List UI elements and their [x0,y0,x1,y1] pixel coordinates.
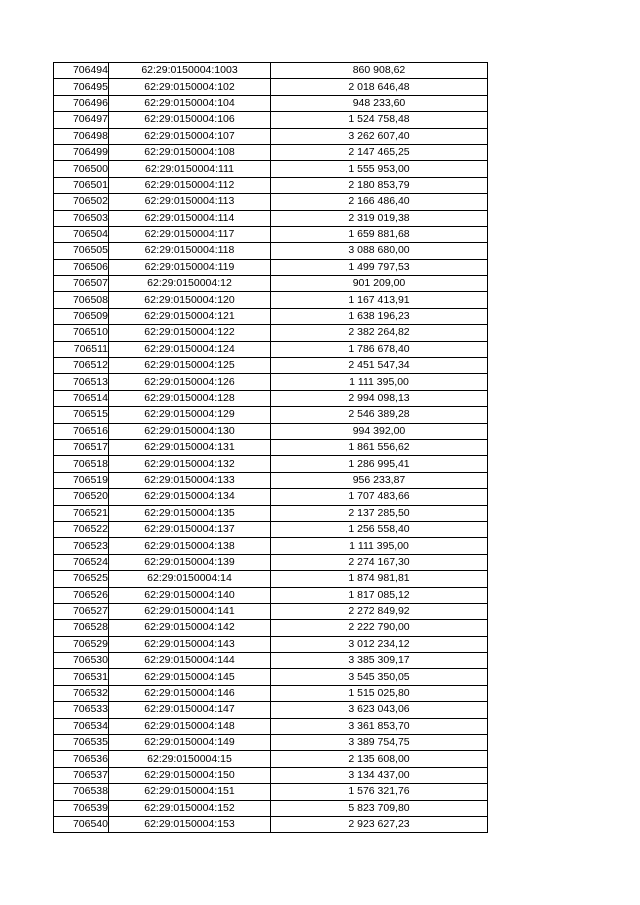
row-id-cell: 706496 [54,95,109,111]
cadastral-number-cell: 62:29:0150004:124 [109,341,271,357]
row-id-cell: 706515 [54,407,109,423]
cadastral-value-cell: 1 499 797,53 [271,259,488,275]
table-row [54,259,488,275]
cadastral-number-cell: 62:29:0150004:150 [109,767,271,783]
cadastral-number-cell: 62:29:0150004:107 [109,128,271,144]
table-row [54,636,488,652]
cadastral-value-cell: 1 515 025,80 [271,685,488,701]
cadastral-number-cell: 62:29:0150004:141 [109,603,271,619]
cadastral-value-cell: 948 233,60 [271,95,488,111]
cadastral-value-cell: 2 923 627,23 [271,816,488,832]
cadastral-number-cell: 62:29:0150004:108 [109,144,271,160]
cadastral-value-cell: 3 012 234,12 [271,636,488,652]
cadastral-number-cell: 62:29:0150004:106 [109,112,271,128]
cadastral-value-cell: 1 576 321,76 [271,784,488,800]
table-row [54,718,488,734]
cadastral-value-cell: 1 707 483,66 [271,489,488,505]
table-row [54,194,488,210]
row-id-cell: 706540 [54,816,109,832]
cadastral-number-cell: 62:29:0150004:128 [109,390,271,406]
cadastral-value-cell: 2 274 167,30 [271,554,488,570]
table-row [54,144,488,160]
cadastral-value-cell: 2 994 098,13 [271,390,488,406]
cadastral-number-cell: 62:29:0150004:132 [109,456,271,472]
cadastral-number-cell: 62:29:0150004:140 [109,587,271,603]
table-row [54,243,488,259]
row-id-cell: 706521 [54,505,109,521]
table-row [54,161,488,177]
cadastral-value-cell: 994 392,00 [271,423,488,439]
row-id-cell: 706506 [54,259,109,275]
table-row [54,784,488,800]
table-row [54,95,488,111]
cadastral-number-cell: 62:29:0150004:149 [109,735,271,751]
row-id-cell: 706524 [54,554,109,570]
cadastral-value-cell: 1 786 678,40 [271,341,488,357]
row-id-cell: 706507 [54,276,109,292]
row-id-cell: 706522 [54,521,109,537]
cadastral-number-cell: 62:29:0150004:120 [109,292,271,308]
row-id-cell: 706498 [54,128,109,144]
row-id-cell: 706500 [54,161,109,177]
row-id-cell: 706520 [54,489,109,505]
row-id-cell: 706514 [54,390,109,406]
row-id-cell: 706503 [54,210,109,226]
table-row [54,177,488,193]
table-row [54,341,488,357]
table-row [54,390,488,406]
cadastral-value-cell: 2 222 790,00 [271,620,488,636]
cadastral-number-cell: 62:29:0150004:15 [109,751,271,767]
cadastral-number-cell: 62:29:0150004:152 [109,800,271,816]
cadastral-value-cell: 1 659 881,68 [271,226,488,242]
cadastral-value-cell: 1 167 413,91 [271,292,488,308]
cadastral-number-cell: 62:29:0150004:112 [109,177,271,193]
cadastral-value-cell: 3 385 309,17 [271,653,488,669]
cadastral-number-cell: 62:29:0150004:134 [109,489,271,505]
row-id-cell: 706530 [54,653,109,669]
cadastral-value-cell: 860 908,62 [271,63,488,79]
cadastral-number-cell: 62:29:0150004:146 [109,685,271,701]
table-row [54,653,488,669]
table-row [54,587,488,603]
row-id-cell: 706528 [54,620,109,636]
table-row [54,456,488,472]
table-row [54,505,488,521]
table-row [54,685,488,701]
row-id-cell: 706513 [54,374,109,390]
row-id-cell: 706525 [54,571,109,587]
cadastral-value-cell: 1 555 953,00 [271,161,488,177]
cadastral-value-cell: 2 147 465,25 [271,144,488,160]
table-row [54,767,488,783]
cadastral-number-cell: 62:29:0150004:12 [109,276,271,292]
table-row [54,571,488,587]
cadastral-value-cell: 1 524 758,48 [271,112,488,128]
row-id-cell: 706497 [54,112,109,128]
table-row [54,423,488,439]
table-row [54,816,488,832]
row-id-cell: 706534 [54,718,109,734]
cadastral-value-table [53,62,488,833]
cadastral-value-cell: 1 817 085,12 [271,587,488,603]
table-row [54,472,488,488]
cadastral-value-cell: 1 874 981,81 [271,571,488,587]
cadastral-number-cell: 62:29:0150004:138 [109,538,271,554]
row-id-cell: 706505 [54,243,109,259]
cadastral-value-cell: 3 088 680,00 [271,243,488,259]
row-id-cell: 706518 [54,456,109,472]
row-id-cell: 706502 [54,194,109,210]
row-id-cell: 706536 [54,751,109,767]
row-id-cell: 706512 [54,358,109,374]
cadastral-value-cell: 3 623 043,06 [271,702,488,718]
row-id-cell: 706533 [54,702,109,718]
row-id-cell: 706495 [54,79,109,95]
row-id-cell: 706539 [54,800,109,816]
table-body [54,63,488,833]
table-row [54,669,488,685]
cadastral-value-cell: 5 823 709,80 [271,800,488,816]
cadastral-number-cell: 62:29:0150004:125 [109,358,271,374]
cadastral-number-cell: 62:29:0150004:145 [109,669,271,685]
row-id-cell: 706519 [54,472,109,488]
cadastral-number-cell: 62:29:0150004:142 [109,620,271,636]
cadastral-number-cell: 62:29:0150004:131 [109,439,271,455]
row-id-cell: 706516 [54,423,109,439]
row-id-cell: 706537 [54,767,109,783]
cadastral-number-cell: 62:29:0150004:117 [109,226,271,242]
row-id-cell: 706531 [54,669,109,685]
cadastral-number-cell: 62:29:0150004:1003 [109,63,271,79]
row-id-cell: 706529 [54,636,109,652]
cadastral-number-cell: 62:29:0150004:102 [109,79,271,95]
table-row [54,603,488,619]
row-id-cell: 706538 [54,784,109,800]
cadastral-number-cell: 62:29:0150004:104 [109,95,271,111]
table-row [54,702,488,718]
cadastral-value-cell: 1 111 395,00 [271,538,488,554]
cadastral-value-cell: 1 286 995,41 [271,456,488,472]
table-row [54,735,488,751]
table-row [54,374,488,390]
cadastral-value-cell: 1 111 395,00 [271,374,488,390]
cadastral-value-cell: 2 451 547,34 [271,358,488,374]
row-id-cell: 706504 [54,226,109,242]
cadastral-number-cell: 62:29:0150004:148 [109,718,271,734]
cadastral-number-cell: 62:29:0150004:122 [109,325,271,341]
table-row [54,439,488,455]
table-row [54,554,488,570]
cadastral-number-cell: 62:29:0150004:119 [109,259,271,275]
cadastral-number-cell: 62:29:0150004:126 [109,374,271,390]
table-row [54,112,488,128]
cadastral-value-cell: 3 545 350,05 [271,669,488,685]
row-id-cell: 706509 [54,308,109,324]
cadastral-number-cell: 62:29:0150004:144 [109,653,271,669]
cadastral-value-cell: 2 135 608,00 [271,751,488,767]
cadastral-number-cell: 62:29:0150004:113 [109,194,271,210]
row-id-cell: 706523 [54,538,109,554]
cadastral-value-cell: 1 256 558,40 [271,521,488,537]
table-row [54,800,488,816]
table-row [54,407,488,423]
table-row [54,63,488,79]
cadastral-value-cell: 1 861 556,62 [271,439,488,455]
cadastral-value-cell: 2 018 646,48 [271,79,488,95]
cadastral-number-cell: 62:29:0150004:147 [109,702,271,718]
row-id-cell: 706532 [54,685,109,701]
table-row [54,292,488,308]
table-row [54,276,488,292]
table-row [54,358,488,374]
table-row [54,521,488,537]
cadastral-value-cell: 2 166 486,40 [271,194,488,210]
cadastral-value-cell: 2 319 019,38 [271,210,488,226]
row-id-cell: 706517 [54,439,109,455]
cadastral-value-cell: 3 389 754,75 [271,735,488,751]
cadastral-value-cell: 901 209,00 [271,276,488,292]
row-id-cell: 706501 [54,177,109,193]
cadastral-value-cell: 956 233,87 [271,472,488,488]
cadastral-number-cell: 62:29:0150004:121 [109,308,271,324]
cadastral-number-cell: 62:29:0150004:14 [109,571,271,587]
cadastral-number-cell: 62:29:0150004:130 [109,423,271,439]
cadastral-value-cell: 1 638 196,23 [271,308,488,324]
cadastral-number-cell: 62:29:0150004:133 [109,472,271,488]
cadastral-number-cell: 62:29:0150004:111 [109,161,271,177]
cadastral-number-cell: 62:29:0150004:153 [109,816,271,832]
row-id-cell: 706510 [54,325,109,341]
cadastral-number-cell: 62:29:0150004:135 [109,505,271,521]
table-row [54,751,488,767]
cadastral-number-cell: 62:29:0150004:114 [109,210,271,226]
row-id-cell: 706527 [54,603,109,619]
cadastral-value-cell: 2 272 849,92 [271,603,488,619]
cadastral-number-cell: 62:29:0150004:151 [109,784,271,800]
table-row [54,79,488,95]
cadastral-number-cell: 62:29:0150004:118 [109,243,271,259]
cadastral-value-cell: 2 137 285,50 [271,505,488,521]
table-row [54,489,488,505]
cadastral-number-cell: 62:29:0150004:129 [109,407,271,423]
cadastral-number-cell: 62:29:0150004:143 [109,636,271,652]
row-id-cell: 706526 [54,587,109,603]
cadastral-value-cell: 2 546 389,28 [271,407,488,423]
table-row [54,620,488,636]
table-row [54,325,488,341]
row-id-cell: 706499 [54,144,109,160]
row-id-cell: 706508 [54,292,109,308]
row-id-cell: 706535 [54,735,109,751]
table-row [54,308,488,324]
row-id-cell: 706511 [54,341,109,357]
table-row [54,128,488,144]
table-row [54,210,488,226]
row-id-cell: 706494 [54,63,109,79]
cadastral-value-cell: 3 134 437,00 [271,767,488,783]
cadastral-number-cell: 62:29:0150004:139 [109,554,271,570]
cadastral-value-cell: 3 361 853,70 [271,718,488,734]
cadastral-number-cell: 62:29:0150004:137 [109,521,271,537]
cadastral-value-cell: 2 180 853,79 [271,177,488,193]
table-row [54,538,488,554]
table-row [54,226,488,242]
cadastral-value-cell: 2 382 264,82 [271,325,488,341]
cadastral-value-cell: 3 262 607,40 [271,128,488,144]
